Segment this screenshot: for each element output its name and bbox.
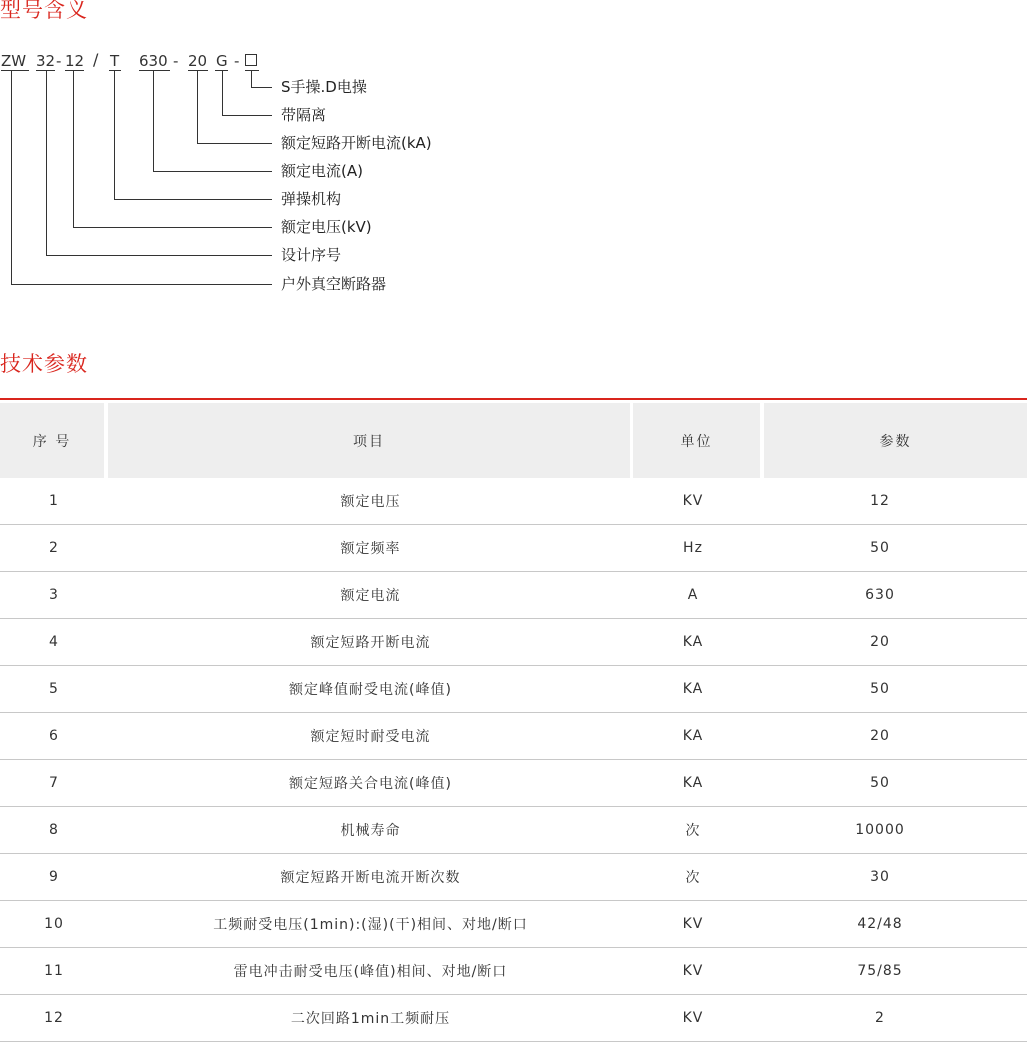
cell-item: 额定短路开断电流: [310, 635, 431, 651]
cell-value: 20: [870, 634, 890, 650]
connector-horizontal: [251, 87, 272, 88]
cell-value: 20: [870, 728, 890, 744]
code-slash: /: [93, 50, 99, 69]
connector-horizontal: [222, 115, 272, 116]
cell-no: 6: [49, 728, 59, 744]
cell-value: 50: [870, 775, 890, 791]
cell-unit: KV: [682, 916, 704, 932]
cell-value: 630: [865, 587, 895, 603]
cell-unit: Hz: [683, 540, 703, 556]
connector-horizontal: [197, 143, 272, 144]
code-dash-2: -: [173, 52, 179, 70]
cell-unit: KV: [682, 963, 704, 979]
cell-value: 75/85: [857, 963, 903, 979]
cell-unit: KA: [682, 775, 704, 791]
cell-item: 额定电流: [340, 588, 401, 604]
connector-vertical: [46, 71, 47, 255]
header-no: 序 号: [0, 403, 104, 478]
cell-item: 额定短路开断电流开断次数: [280, 870, 461, 886]
connector-horizontal: [11, 284, 272, 285]
model-meaning-title: 型号含义: [0, 0, 88, 22]
meaning-rated-voltage: 额定电压(kV): [281, 218, 372, 236]
cell-no: 10: [44, 916, 64, 932]
cell-no: 8: [49, 822, 59, 838]
meaning-design-number: 设计序号: [281, 246, 342, 264]
cell-no: 9: [49, 869, 59, 885]
cell-unit: A: [687, 587, 699, 603]
code-underline: [65, 70, 84, 71]
table-row: [0, 760, 1027, 807]
table-row: [0, 901, 1027, 948]
connector-horizontal: [46, 255, 272, 256]
cell-unit: KA: [682, 728, 704, 744]
cell-unit: KA: [682, 681, 704, 697]
cell-item: 雷电冲击耐受电压(峰值)相间、对地/断口: [233, 964, 508, 980]
code-underline: [1, 70, 29, 71]
cell-item: 额定峰值耐受电流(峰值): [289, 682, 452, 698]
connector-vertical: [114, 71, 115, 199]
connector-vertical: [73, 71, 74, 227]
connector-vertical: [251, 71, 252, 87]
cell-value: 50: [870, 540, 890, 556]
connector-vertical: [197, 71, 198, 143]
cell-item: 额定频率: [340, 541, 401, 557]
table-header: [0, 400, 1027, 478]
cell-unit: KV: [682, 1010, 704, 1026]
connector-vertical: [153, 71, 154, 171]
meaning-breaker-type: 户外真空断路器: [281, 275, 387, 293]
connector-horizontal: [114, 199, 272, 200]
cell-item: 额定电压: [340, 494, 401, 510]
table-row: [0, 713, 1027, 760]
table-row: [0, 525, 1027, 572]
code-underline: [139, 70, 170, 71]
code-part-12: 12: [65, 52, 85, 70]
code-part-32: 32: [36, 52, 56, 70]
code-part-zw: ZW: [1, 52, 27, 70]
cell-no: 4: [49, 634, 59, 650]
tech-params-title: 技术参数: [0, 352, 88, 376]
cell-no: 5: [49, 681, 59, 697]
connector-vertical: [222, 71, 223, 115]
meaning-isolation: 带隔离: [281, 106, 327, 124]
cell-no: 12: [44, 1010, 64, 1026]
cell-item: 二次回路1min工频耐压: [290, 1011, 451, 1027]
cell-item: 额定短时耐受电流: [310, 729, 431, 745]
cell-item: 工频耐受电压(1min):(湿)(干)相间、对地/断口: [213, 917, 528, 933]
meaning-rated-current: 额定电流(A): [281, 162, 363, 180]
cell-value: 10000: [855, 822, 905, 838]
cell-value: 12: [870, 493, 890, 509]
cell-value: 30: [870, 869, 890, 885]
table-row: [0, 854, 1027, 901]
connector-horizontal: [153, 171, 272, 172]
cell-value: 50: [870, 681, 890, 697]
connector-vertical: [11, 71, 12, 284]
code-dash-3: -: [234, 52, 240, 70]
header-value: 参数: [764, 403, 1027, 478]
meaning-operation: S手操.D电操: [281, 78, 367, 96]
cell-unit: KA: [682, 634, 704, 650]
table-row: [0, 478, 1027, 525]
placeholder-box-icon: [245, 54, 257, 66]
code-part-20: 20: [188, 52, 208, 70]
cell-unit: 次: [685, 823, 701, 839]
code-part-g: G: [216, 52, 228, 70]
code-dash-1: -: [56, 52, 62, 70]
table-row: [0, 572, 1027, 619]
meaning-breaking-current: 额定短路开断电流(kA): [281, 134, 432, 152]
header-item: 项目: [108, 403, 630, 478]
meaning-spring-mechanism: 弹操机构: [281, 190, 342, 208]
table-row: [0, 619, 1027, 666]
header-unit: 单位: [633, 403, 760, 478]
cell-unit: 次: [685, 870, 701, 886]
cell-item: 机械寿命: [340, 823, 401, 839]
code-part-t: T: [110, 52, 120, 70]
code-underline: [245, 70, 259, 71]
cell-no: 1: [49, 493, 59, 509]
table-row: [0, 666, 1027, 713]
table-row: [0, 995, 1027, 1042]
code-underline: [188, 70, 208, 71]
code-underline: [109, 70, 121, 71]
cell-item: 额定短路关合电流(峰值): [289, 776, 452, 792]
table-row: [0, 807, 1027, 854]
cell-no: 11: [44, 963, 64, 979]
connector-horizontal: [73, 227, 272, 228]
code-part-630: 630: [139, 52, 168, 70]
cell-value: 42/48: [857, 916, 903, 932]
cell-value: 2: [875, 1010, 885, 1026]
cell-unit: KV: [682, 493, 704, 509]
cell-no: 2: [49, 540, 59, 556]
cell-no: 7: [49, 775, 59, 791]
cell-no: 3: [49, 587, 59, 603]
table-row: [0, 948, 1027, 995]
